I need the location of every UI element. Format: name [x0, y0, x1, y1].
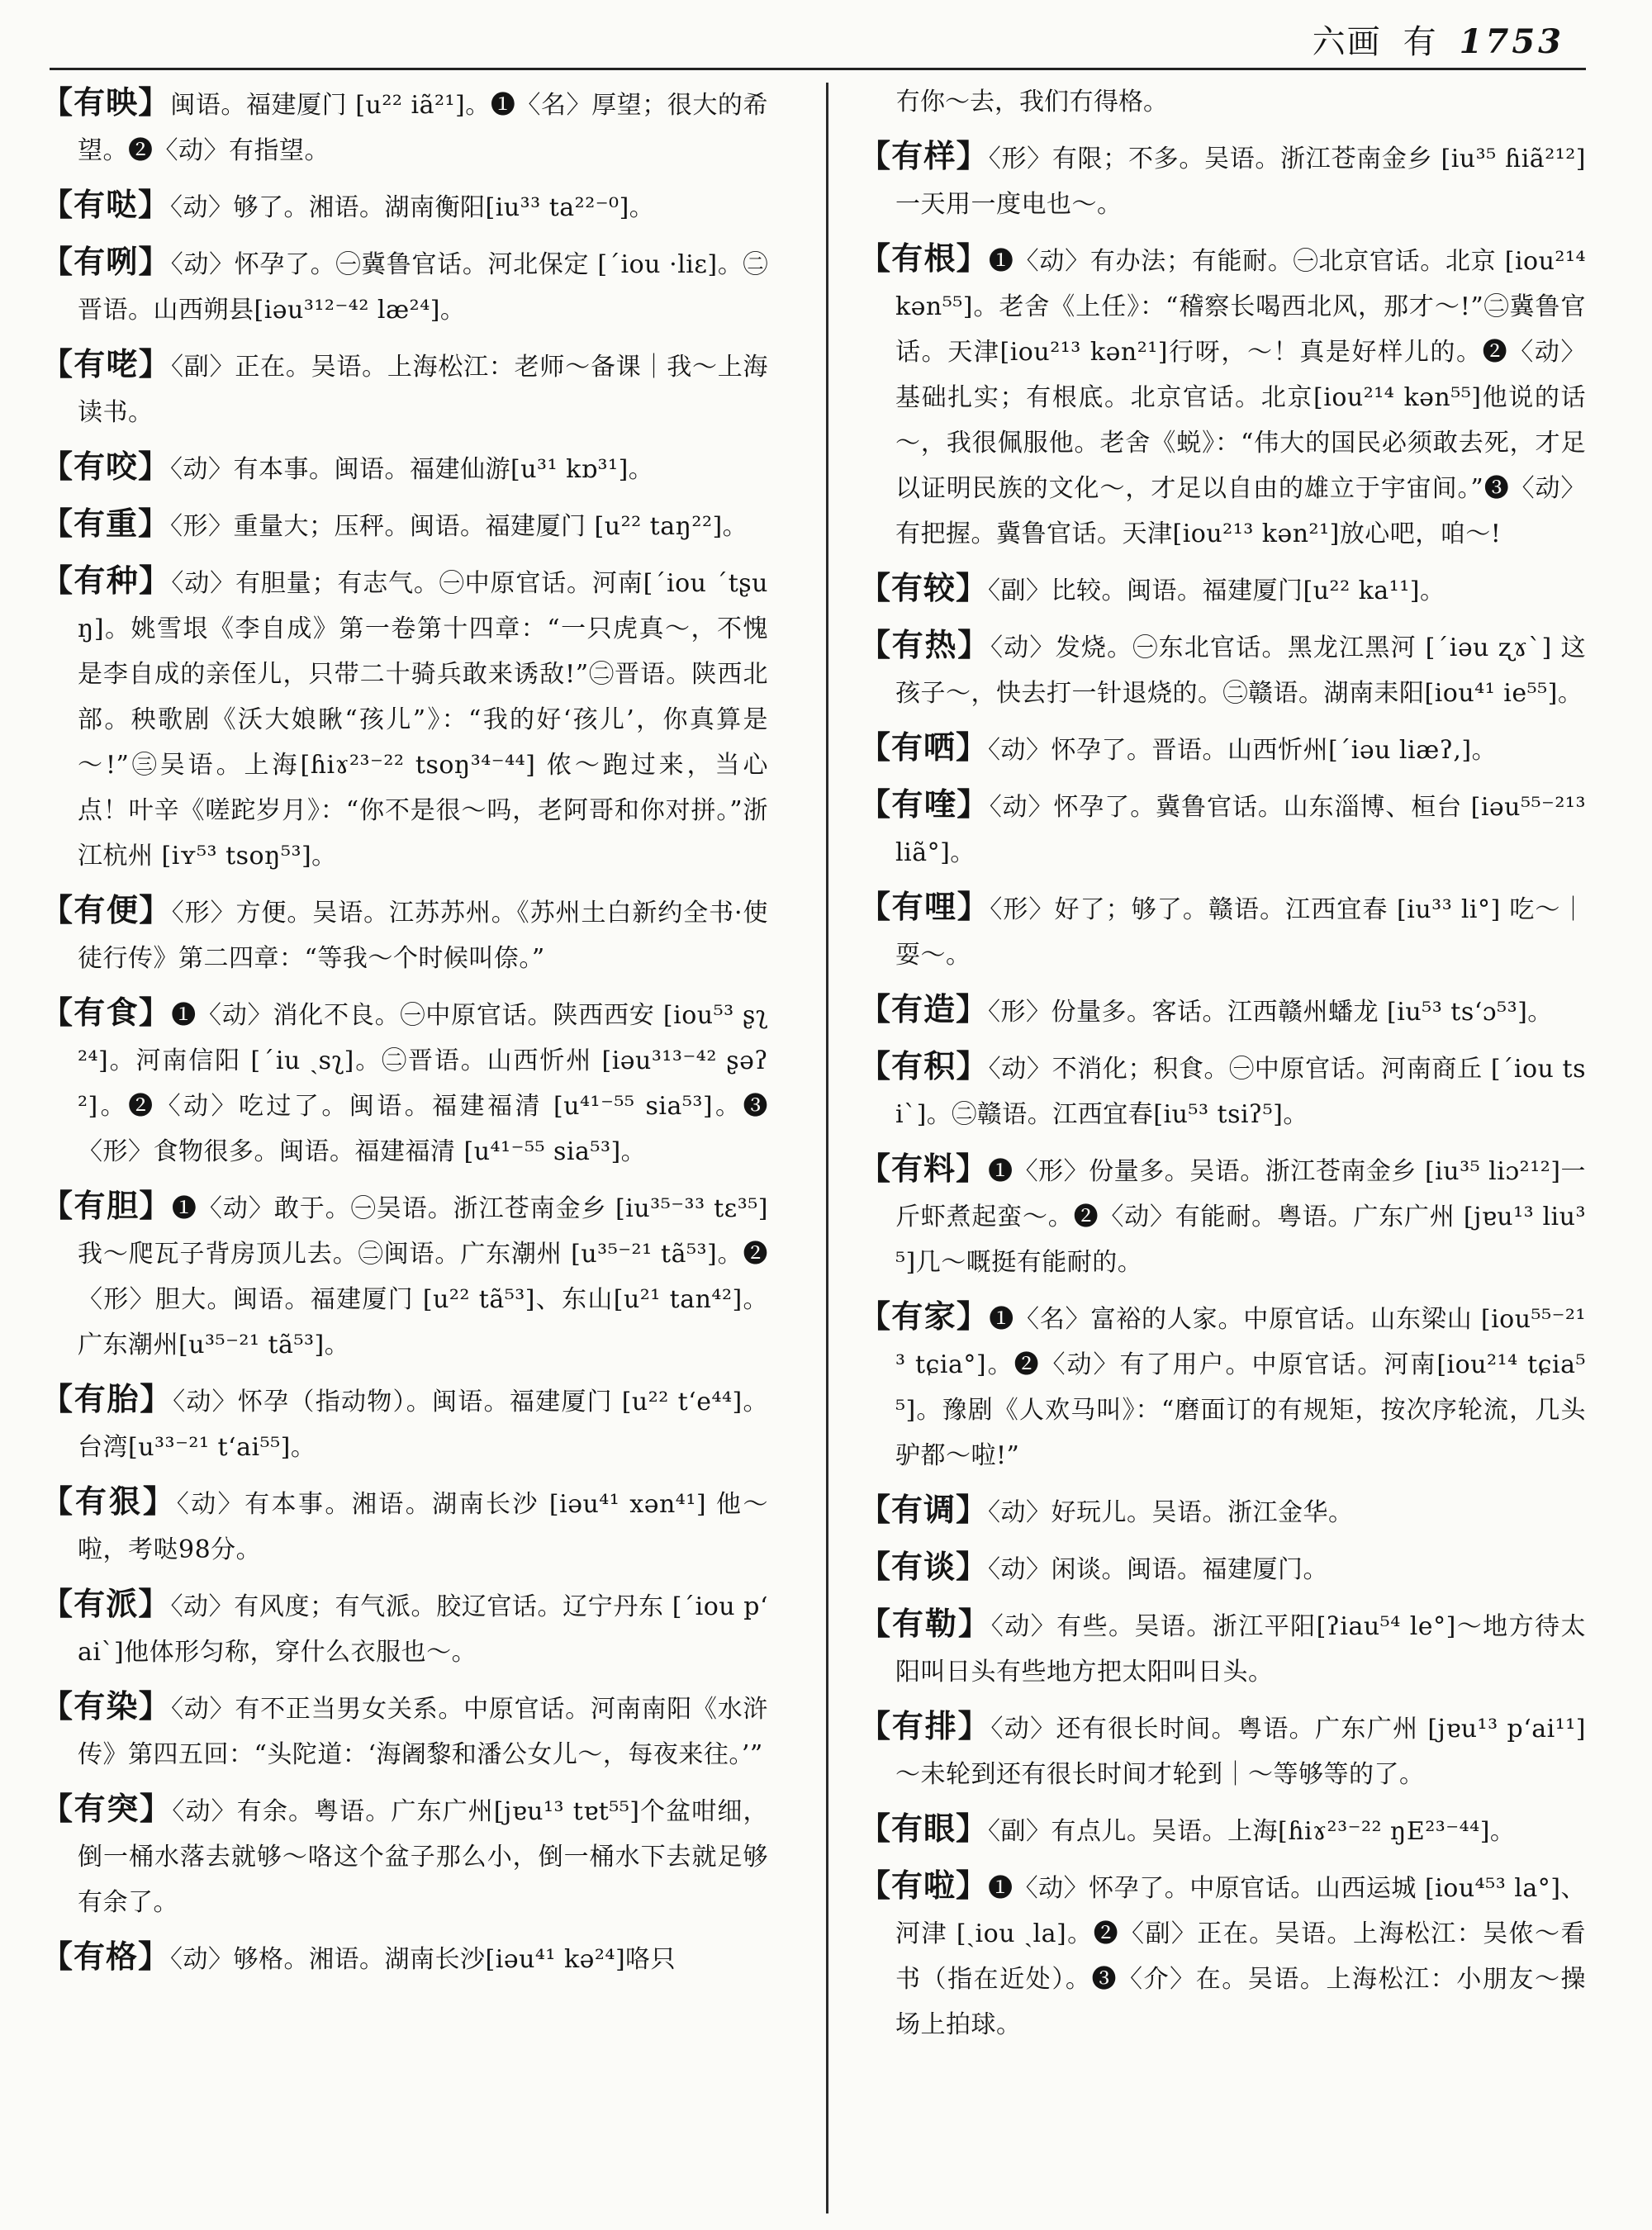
dictionary-entry — [41, 1786, 768, 1925]
dictionary-entry — [859, 1487, 1586, 1535]
dictionary-entry — [859, 1862, 1586, 2047]
entry-headword: 【有热】 — [859, 626, 990, 663]
dictionary-entry — [41, 887, 768, 981]
entry-definition: 〈副〉有点儿。吴语。上海[ɦiɤ²³⁻²² ŋE²³⁻⁴⁴]。 — [988, 1817, 1516, 1846]
entry-definition: 〈动〉有些。吴语。浙江平阳[ʔiau⁵⁴ le°]～地方待太阳叫日头有些地方把太阳叫日头。 — [895, 1612, 1586, 1687]
dictionary-entry — [859, 986, 1586, 1035]
entry-headword: 【有较】 — [859, 569, 989, 606]
left-column — [41, 79, 768, 1990]
entry-headword: 【有咬】 — [41, 448, 171, 485]
dictionary-entry — [41, 558, 768, 879]
dictionary-entry — [859, 1805, 1586, 1854]
dictionary-entry — [41, 1376, 768, 1470]
entry-definition: 〈副〉比较。闽语。福建厦门[u²² ka¹¹]。 — [988, 576, 1446, 605]
entry-headword: 【有调】 — [859, 1491, 989, 1528]
entry-definition: 〈动〉怀孕（指动物）。闽语。福建厦门 [u²² tʻe⁴⁴]。台湾[u³³⁻²¹ tʻai⁵⁵]。 — [78, 1388, 768, 1462]
entry-definition: 〈动〉够格。湘语。湖南长沙[iəu⁴¹ kə²⁴]咯只 — [170, 1945, 676, 1974]
entry-headword: 【有种】 — [41, 562, 172, 599]
header-character: 有 — [1403, 23, 1438, 61]
entry-definition: 〈动〉怀孕了。㊀冀鲁官话。河北保定 [ˊiou ·liɛ]。㊁晋语。山西朔县[iəu³¹²⁻⁴² læ²⁴]。 — [78, 250, 768, 325]
entry-definition: 〈形〉有限；不多。吴语。浙江苍南金乡 [iu³⁵ ɦiã²¹²]一天用一度电也～。 — [895, 145, 1586, 219]
dictionary-entry — [41, 1683, 768, 1777]
dictionary-entry — [859, 1043, 1586, 1137]
page-header — [50, 15, 1586, 70]
entry-headword: 【有便】 — [41, 891, 172, 928]
entry-definition: 〈副〉正在。吴语。上海松江：老师～备课｜我～上海读书。 — [78, 353, 768, 427]
dictionary-entry — [859, 235, 1586, 557]
dictionary-entry — [41, 182, 768, 230]
entry-definition: 〈形〉好了；够了。赣语。江西宜春 [iu³³ li°] 吃～｜耍～。 — [895, 895, 1586, 970]
entry-definition: ❶〈动〉消化不良。㊀中原官话。陕西西安 [iou⁵³ ʂʅ²⁴]。河南信阳 [ˊiu ˎsʅ]。㊁晋语。山西忻州 [iəu³¹³⁻⁴² ʂəʔ²]。❷〈动〉吃过了。闽语。福建福清 [u⁴¹⁻⁵⁵ sia⁵³]。❸〈形〉食物很多。闽语。福建福清 [u⁴¹⁻⁵⁵ sia⁵³]。 — [78, 1001, 768, 1166]
entry-definition: ❶〈名〉富裕的人家。中原官话。山东梁山 [iou⁵⁵⁻²¹³ tɕia°]。❷〈动〉有了用户。中原官话。河南[iou²¹⁴ tɕia⁵⁵]。豫剧《人欢马叫》：“磨面订的有规矩，按次序轮流，几头驴都～啦!” — [895, 1305, 1586, 1470]
entry-definition: 〈动〉有胆量；有志气。㊀中原官话。河南[ˊiou ˊtʂuŋ]。姚雪垠《李自成》第一卷第十四章：“一只虎真～，不愧是李自成的亲侄儿，只带二十骑兵敢来诱敌!”㊁晋语。陕西北部。秧歌剧《沃大娘瞅“孩儿”》：“我的好‘孩儿’，你真算是～!”㊂吴语。上海[ɦiɤ²³⁻²² tsoŋ³⁴⁻⁴⁴] 侬～跑过来，当心点！叶辛《嗟跎岁月》：“你不是很～吗，老阿哥和你对拼。”浙江杭州 [iʏ⁵³ tsoŋ⁵³]。 — [78, 569, 768, 871]
entry-definition: ❶〈形〉份量多。吴语。浙江苍南金乡 [iu³⁵ liɔ²¹²]一斤虾煮起蛮～。❷〈动〉有能耐。粤语。广东广州 [jɐu¹³ liu³⁵]几～嘅挺有能耐的。 — [895, 1157, 1586, 1277]
dictionary-entry — [41, 341, 768, 435]
dictionary-entry — [859, 1703, 1586, 1797]
dictionary-entry — [41, 1581, 768, 1675]
entry-definition: 〈形〉份量多。客话。江西赣州蟠龙 [iu⁵³ tsʻɔ⁵³]。 — [988, 998, 1553, 1027]
entry-definition: 〈动〉好玩儿。吴语。浙江金华。 — [988, 1498, 1354, 1527]
entry-definition: 〈动〉发烧。㊀东北官话。黑龙江黑河 [ˊiəu ʐɤˋ] 这孩子～，快去打一针退烧的。㊁赣语。湖南耒阳[iou⁴¹ ie⁵⁵]。 — [895, 633, 1586, 708]
entry-headword: 【有格】 — [41, 1938, 171, 1975]
dictionary-entry — [859, 781, 1586, 875]
entry-definition: 〈动〉不消化；积食。㊀中原官话。河南商丘 [ˊiou tsiˋ]。㊁赣语。江西宜春[iu⁵³ tsiʔ⁵]。 — [895, 1055, 1586, 1129]
column-divider — [826, 83, 828, 2213]
entry-headword: 【有排】 — [859, 1707, 991, 1744]
page-number: 1753 — [1459, 22, 1564, 61]
entry-definition: 〈形〉方便。吴语。江苏苏州。《苏州土白新约全书·使徒行传》第二四章：“等我～个时候叫倷。” — [78, 899, 768, 973]
entry-headword: 【有家】 — [859, 1298, 990, 1335]
entry-definition: 闽语。福建厦门 [u²² iã²¹]。❶〈名〉厚望；很大的希望。❷〈动〉有指望。 — [78, 91, 768, 165]
entry-headword: 【有啦】 — [859, 1867, 989, 1904]
dictionary-entry — [41, 1183, 768, 1368]
entry-definition: 〈动〉有余。粤语。广东广州[jɐu¹³ tɐt⁵⁵]个盆咁细，倒一桶水落去就够～咯这个盆子那么小，倒一桶水下去就足够有余了。 — [78, 1797, 768, 1917]
entry-definition: 〈动〉有本事。闽语。福建仙游[u³¹ kɒ³¹]。 — [170, 455, 654, 484]
entry-headword: 【有胆】 — [41, 1187, 172, 1224]
dictionary-entry — [859, 1601, 1586, 1695]
dictionary-entry — [859, 1146, 1586, 1285]
dictionary-entry — [859, 724, 1586, 773]
entry-headword: 【有造】 — [859, 990, 989, 1027]
entry-headword: 【有料】 — [859, 1150, 989, 1187]
entry-headword: 【有派】 — [41, 1585, 171, 1622]
entry-definition: 〈形〉重量大；压秤。闽语。福建厦门 [u²² taŋ²²]。 — [170, 512, 748, 541]
entry-definition: 〈动〉有风度；有气派。胶辽官话。辽宁丹东 [ˊiou pʻaiˋ]他体形匀称，穿什么衣服也～。 — [78, 1592, 768, 1667]
entry-headword: 【有突】 — [41, 1790, 173, 1827]
entry-headword: 【有咧】 — [41, 243, 171, 280]
entry-definition: ❶〈动〉怀孕了。中原官话。山西运城 [iou⁴⁵³ la°]、河津 [ˏiou ˏla]。❷〈副〉正在。吴语。上海松江：吴侬～看书（指在近处）。❸〈介〉在。吴语。上海松江：小朋友～操场上拍球。 — [895, 1874, 1586, 2039]
entry-definition: ❶〈动〉敢于。㊀吴语。浙江苍南金乡 [iu³⁵⁻³³ tɛ³⁵] 我～爬瓦子背房顶儿去。㊁闽语。广东潮州 [u³⁵⁻²¹ tã⁵³]。❷〈形〉胆大。闽语。福建厦门 [u²² tã⁵³]、东山[u²¹ tan⁴²]。广东潮州[u³⁵⁻²¹ tã⁵³]。 — [78, 1194, 768, 1359]
entry-headword: 【有谈】 — [859, 1548, 989, 1585]
entry-headword: 【有哩】 — [859, 888, 990, 925]
entry-headword: 【有映】 — [41, 83, 171, 121]
entry-definition: 〈动〉够了。湘语。湖南衡阳[iu³³ ta²²⁻⁰]。 — [170, 193, 655, 222]
entry-headword: 【有哂】 — [859, 728, 989, 766]
entry-headword: 【有勒】 — [859, 1605, 991, 1642]
entry-definition: 〈动〉有不正当男女关系。中原官话。河南南阳《水浒传》第四五回：“头陀道：‘海阇黎和潘公女儿～，每夜来往。’” — [78, 1695, 768, 1769]
dictionary-entry — [41, 79, 768, 173]
dictionary-entry — [41, 1478, 768, 1573]
dictionary-entry — [859, 1293, 1586, 1478]
entry-definition: 〈动〉怀孕了。晋语。山西忻州[ˊiəu liæʔ,]。 — [988, 736, 1498, 765]
entry-headword: 【有染】 — [41, 1687, 172, 1725]
entry-headword: 【有喹】 — [859, 785, 990, 823]
dictionary-entry — [41, 444, 768, 492]
entry-headword: 【有积】 — [859, 1047, 989, 1084]
dictionary-entry — [859, 884, 1586, 978]
continued-entry-text: 冇你～去，我们冇得格。 — [895, 88, 1168, 116]
entry-headword: 【有眼】 — [859, 1810, 989, 1847]
entry-definition: 〈动〉还有很长时间。粤语。广东广州 [jɐu¹³ pʻai¹¹]～未轮到还有很长时间才轮到｜～等够等的了。 — [895, 1715, 1586, 1789]
dictionary-entry — [859, 622, 1586, 716]
entry-headword: 【有食】 — [41, 994, 172, 1031]
entry-definition: 〈动〉有本事。湘语。湖南长沙 [iəu⁴¹ xən⁴¹] 他～啦，考哒98分。 — [78, 1490, 768, 1564]
entry-definition: ❶〈动〉有办法；有能耐。㊀北京官话。北京 [iou²¹⁴ kən⁵⁵]。老舍《上任》：“稽察长喝西北风，那才～!”㊁冀鲁官话。天津[iou²¹³ kən²¹]行呀，～！真是好样儿的。❷〈动〉基础扎实；有根底。北京官话。北京[iou²¹⁴ kən⁵⁵]他说的话～，我很佩服他。老舍《蜕》：“伟大的国民必须敢去死，才足以证明民族的文化～，才足以自由的雄立于宇宙间。”❸〈动〉有把握。冀鲁官话。天津[iou²¹³ kən²¹]放心吧，咱～! — [895, 247, 1586, 548]
right-column — [859, 79, 1586, 2056]
dictionary-entry — [41, 501, 768, 549]
entry-definition: 〈动〉怀孕了。冀鲁官话。山东淄博、桓台 [iəu⁵⁵⁻²¹³ liã°]。 — [895, 793, 1586, 867]
dictionary-entry — [859, 1544, 1586, 1592]
dictionary-entry — [41, 239, 768, 333]
entry-headword: 【有狠】 — [41, 1483, 177, 1520]
entry-headword: 【有咾】 — [41, 345, 172, 382]
entry-definition: 〈动〉闲谈。闽语。福建厦门。 — [988, 1555, 1329, 1584]
entry-headword: 【有胎】 — [41, 1380, 173, 1417]
entry-headword: 【有样】 — [859, 137, 989, 174]
entry-headword: 【有根】 — [859, 240, 989, 277]
entry-headword: 【有重】 — [41, 505, 171, 542]
dictionary-entry — [859, 133, 1586, 227]
section-label: 六画 — [1312, 23, 1382, 61]
dictionary-entry — [859, 565, 1586, 614]
dictionary-entry — [41, 989, 768, 1174]
running-head — [1313, 21, 1564, 63]
entry-headword: 【有哒】 — [41, 186, 171, 223]
dictionary-entry — [41, 1933, 768, 1982]
